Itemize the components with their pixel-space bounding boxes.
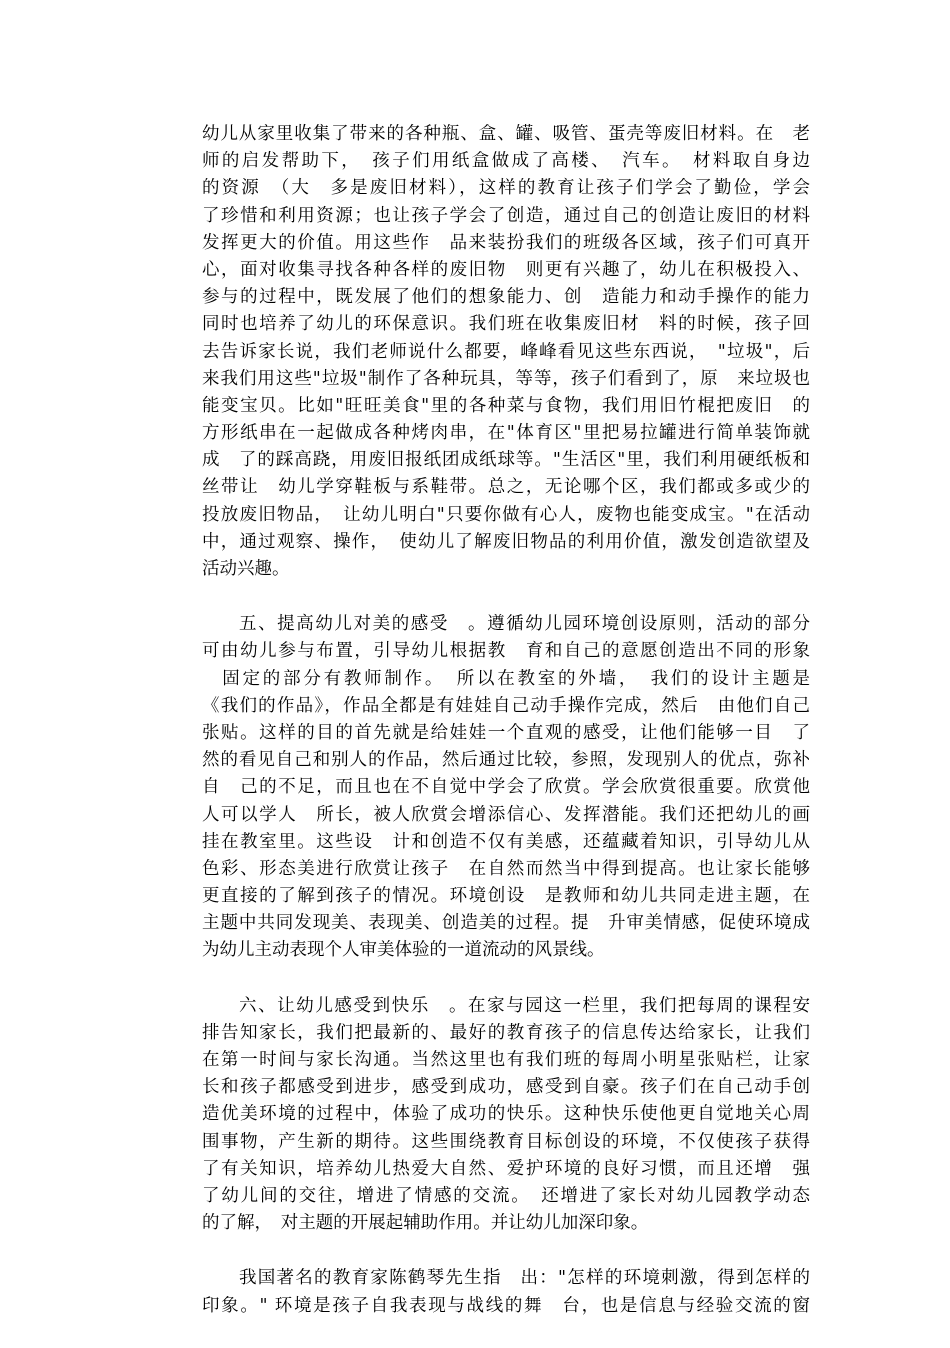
text-column xyxy=(202,121,810,1348)
paragraph-chen-heqin-quote xyxy=(202,1265,810,1319)
text-line: 然的看见自己和别人的作品，然后通过比较，参照，发现别人的优点，弥补 xyxy=(202,750,810,771)
text-line: 挂在教室里。这些设 计和创造不仅有美感，还蕴藏着知识，引导幼儿从 xyxy=(202,831,810,852)
text-line: 我国著名的教育家陈鹤琴先生指 出："怎样的环境刺激，得到怎样的 xyxy=(239,1268,810,1289)
text-line: 师的启发帮助下， 孩子们用纸盒做成了高楼、 汽车。 材料取自身边 xyxy=(202,151,810,172)
text-line: 排告知家长，我们把最新的、最好的教育孩子的信息传达给家长，让我们 xyxy=(202,1022,810,1043)
text-line: 了珍惜和利用资源；也让孩子学会了创造，通过自己的创造让废旧的材料 xyxy=(202,205,810,226)
text-line: 中，通过观察、操作， 使幼儿了解废旧物品的利用价值，激发创造欲望及 xyxy=(202,531,810,552)
text-line: 长和孩子都感受到进步，感受到成功，感受到自豪。孩子们在自己动手创 xyxy=(202,1077,810,1098)
text-line: 成 了的踩高跷，用废旧报纸团成纸球等。"生活区"里，我们利用硬纸板和 xyxy=(202,450,810,471)
text-line: 能变宝贝。比如"旺旺美食"里的各种菜与食物，我们用旧竹棍把废旧 的 xyxy=(202,395,810,416)
text-line: 去告诉家长说，我们老师说什么都要，峰峰看见这些东西说， "垃圾"，后 xyxy=(202,341,810,362)
text-line: 投放废旧物品， 让幼儿明白"只要你做有心人，废物也能变成宝。"在活动 xyxy=(202,504,810,525)
text-line: 活动兴趣。 xyxy=(202,559,290,579)
text-line: 张贴。这样的目的首先就是给娃娃一个直观的感受，让他们能够一目 了 xyxy=(202,722,810,743)
text-line: 色彩、形态美进行欣赏让孩子 在自然而然当中得到提高。也让家长能够 xyxy=(202,858,810,879)
text-line: 的了解， 对主题的开展起辅助作用。并让幼儿加深印象。 xyxy=(202,1213,649,1234)
text-line: 主题中共同发现美、表现美、创造美的过程。提 升审美情感，促使环境成 xyxy=(202,913,810,934)
text-line: 人可以学人 所长，被人欣赏会增添信心、发挥潜能。我们还把幼儿的画 xyxy=(202,804,810,825)
text-line: 造优美环境的过程中，体验了成功的快乐。这种快乐使他更自觉地关心周 xyxy=(202,1104,810,1125)
text-line: 丝带让 幼儿学穿鞋板与系鞋带。总之，无论哪个区，我们都或多或少的 xyxy=(202,477,810,498)
text-line: 的资源 （大 多是废旧材料），这样的教育让孩子们学会了勤俭，学会 xyxy=(202,178,810,199)
text-line: 印象。" 环境是孩子自我表现与战线的舞 台，也是信息与经验交流的窗 xyxy=(202,1295,810,1316)
text-line: 《我们的作品》，作品全都是有娃娃自己动手操作完成，然后 由他们自己 xyxy=(202,695,810,716)
section-heading-line: 六、让幼儿感受到快乐 。在家与园这一栏里，我们把每周的课程安 xyxy=(239,995,810,1016)
text-line: 了有关知识，培养幼儿热爱大自然、爱护环境的良好习惯，而且还增 强 xyxy=(202,1158,810,1179)
text-line: 为幼儿主动表现个人审美体验的一道流动的风景线。 xyxy=(202,940,605,961)
paragraph-section-five xyxy=(202,611,810,964)
paragraph-section-six xyxy=(202,993,810,1238)
text-line: 围事物，产生新的期待。这些围绕教育目标创设的环境，不仅使孩子获得 xyxy=(202,1131,810,1152)
text-line: 自 己的不足，而且也在不自觉中学会了欣赏。学会欣赏很重要。欣赏他 xyxy=(202,777,810,798)
text-line: 可由幼儿参与布置，引导幼儿根据教 育和自己的意愿创造出不同的形象 xyxy=(202,641,810,662)
paragraph-recycled-materials xyxy=(202,121,810,583)
text-line: 方形纸串在一起做成各种烤肉串，在"体育区"里把易拉罐进行简单装饰就 xyxy=(202,423,810,444)
text-line: 幼儿从家里收集了带来的各种瓶、盒、罐、吸管、蛋壳等废旧材料。在 老 xyxy=(202,124,810,144)
section-heading-line: 五、提高幼儿对美的感受 。遵循幼儿园环境创设原则，活动的部分 xyxy=(239,614,810,635)
text-line: 固定的部分有教师制作。 所以在教室的外墙， 我们的设计主题是 xyxy=(202,668,810,689)
text-line: 同时也培养了幼儿的环保意识。我们班在收集废旧材 料的时候，孩子回 xyxy=(202,314,810,335)
text-line: 心，面对收集寻找各种各样的废旧物 则更有兴趣了，幼儿在积极投入、 xyxy=(202,259,810,280)
text-line: 参与的过程中，既发展了他们的想象能力、创 造能力和动手操作的能力 xyxy=(202,287,810,308)
text-line: 更直接的了解到孩子的情况。环境创设 是教师和幼儿共同走进主题，在 xyxy=(202,886,810,907)
text-line: 来我们用这些"垃圾"制作了各种玩具，等等，孩子们看到了，原 来垃圾也 xyxy=(202,368,810,389)
text-line: 发挥更大的价值。用这些作 品来装扮我们的班级各区域，孩子们可真开 xyxy=(202,232,810,253)
text-line: 在第一时间与家长沟通。当然这里也有我们班的每周小明星张贴栏，让家 xyxy=(202,1050,810,1070)
text-line: 了幼儿间的交往，增进了情感的交流。 还增进了家长对幼儿园教学动态 xyxy=(202,1185,810,1206)
